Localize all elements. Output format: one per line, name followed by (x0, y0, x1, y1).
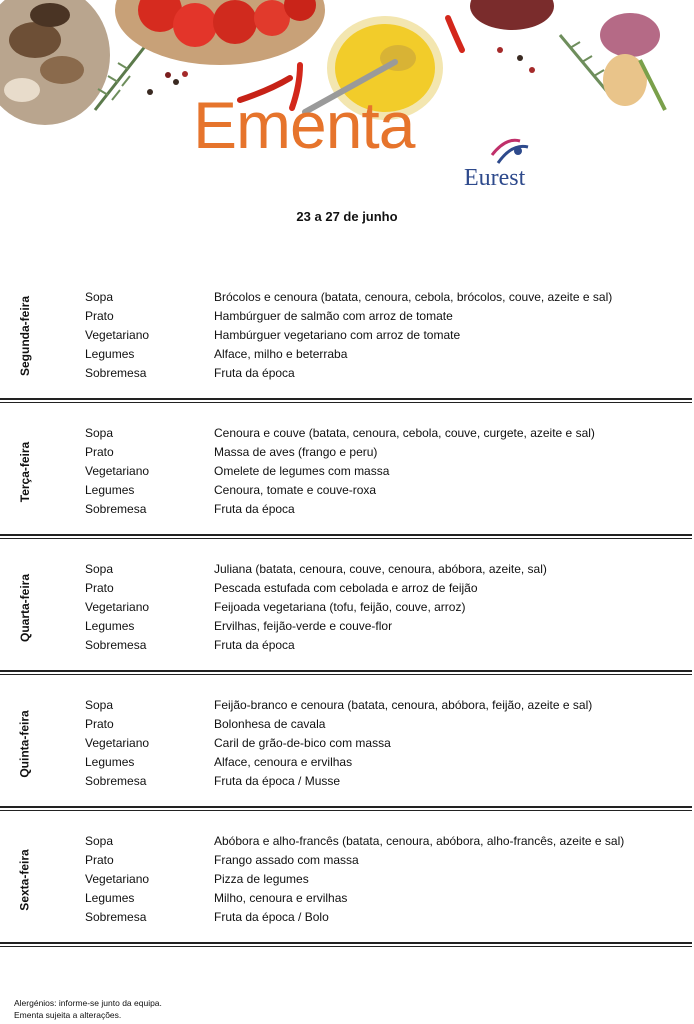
menu-dish: Feijoada vegetariana (tofu, feijão, couve, arroz) (214, 600, 466, 614)
menu-dish: Fruta da época (214, 502, 295, 516)
menu-row (0, 462, 694, 481)
menu-dish: Abóbora e alho-francês (batata, cenoura, abóbora, alho-francês, azeite e sal) (214, 834, 625, 848)
menu-row (0, 908, 694, 927)
menu-dish: Fruta da época / Bolo (214, 910, 329, 924)
menu-dish: Massa de aves (frango e peru) (214, 445, 378, 459)
menu-row (0, 734, 694, 753)
menu-row (0, 345, 694, 364)
menu-dish: Alface, cenoura e ervilhas (214, 755, 353, 769)
menu-category: Legumes (85, 347, 135, 361)
menu-period: 23 a 27 de junho (296, 209, 398, 224)
menu-dish: Cenoura, tomate e couve-roxa (214, 483, 377, 497)
menu-category: Prato (85, 445, 114, 459)
menu-category: Vegetariano (85, 600, 150, 614)
menu-row (0, 696, 694, 715)
brand-name: Eurest (464, 165, 526, 191)
day-name: Sexta-feira (18, 848, 32, 911)
menu-row (0, 424, 694, 443)
menu-category: Legumes (85, 619, 135, 633)
menu-row (0, 326, 694, 345)
menu-category: Prato (85, 853, 114, 867)
menu-dish: Milho, cenoura e ervilhas (214, 891, 348, 905)
menu-row (0, 579, 694, 598)
menu-category: Sopa (85, 290, 114, 304)
section-divider (0, 806, 692, 811)
menu-dish: Fruta da época / Musse (214, 774, 341, 788)
section-divider (0, 398, 692, 403)
menu-category: Vegetariano (85, 464, 150, 478)
menu-dish: Ervilhas, feijão-verde e couve-flor (214, 619, 393, 633)
section-divider (0, 670, 692, 675)
page-title: Ementa (193, 88, 415, 162)
day-name: Terça-feira (18, 441, 33, 502)
day-name: Quinta-feira (18, 709, 32, 778)
menu-dish: Juliana (batata, cenoura, couve, cenoura, abóbora, azeite, sal) (214, 562, 547, 576)
menu-category: Prato (85, 717, 114, 731)
menu-row (0, 481, 694, 500)
menu-dish: Omelete de legumes com massa (214, 464, 390, 478)
menu-row (0, 715, 694, 734)
menu-dish: Feijão-branco e cenoura (batata, cenoura, abóbora, feijão, azeite e sal) (214, 698, 593, 712)
menu-row (0, 364, 694, 383)
menu-dish: Hambúrguer de salmão com arroz de tomate (214, 309, 453, 323)
menu-row (0, 636, 694, 655)
menu-dish: Fruta da época (214, 638, 295, 652)
menu-category: Prato (85, 581, 114, 595)
menu-category: Sopa (85, 698, 114, 712)
menu-row (0, 560, 694, 579)
menu-row (0, 598, 694, 617)
section-divider (0, 534, 692, 539)
menu-category: Sopa (85, 834, 114, 848)
menu-category: Sobremesa (85, 774, 147, 788)
menu-row (0, 307, 694, 326)
eurest-logo (462, 133, 562, 193)
menu-category: Sobremesa (85, 638, 147, 652)
menu-category: Sobremesa (85, 366, 147, 380)
menu-row (0, 443, 694, 462)
menu-category: Sobremesa (85, 910, 147, 924)
menu-category: Legumes (85, 483, 135, 497)
menu-dish: Bolonhesa de cavala (214, 717, 326, 731)
allergens-note: Alergénios: informe-se junto da equipa. (14, 998, 162, 1008)
menu-dish: Pizza de legumes (214, 872, 309, 886)
menu-category: Vegetariano (85, 736, 150, 750)
menu-dish: Frango assado com massa (214, 853, 359, 867)
menu-row (0, 889, 694, 908)
menu-dish: Hambúrguer vegetariano com arroz de tomate (214, 328, 461, 342)
menu-dish: Caril de grão-de-bico com massa (214, 736, 391, 750)
menu-row (0, 772, 694, 791)
menu-row (0, 500, 694, 519)
menu-row (0, 753, 694, 772)
menu-row (0, 288, 694, 307)
menu-category: Legumes (85, 755, 135, 769)
section-divider (0, 942, 692, 947)
menu-row (0, 832, 694, 851)
menu-category: Sopa (85, 562, 114, 576)
menu-dish: Alface, milho e beterraba (214, 347, 348, 361)
menu-row (0, 870, 694, 889)
footer-notes (14, 997, 162, 1021)
menu-dish: Brócolos e cenoura (batata, cenoura, cebola, brócolos, couve, azeite e sal) (214, 290, 613, 304)
menu-category: Prato (85, 309, 114, 323)
menu-dish: Cenoura e couve (batata, cenoura, cebola, couve, curgete, azeite e sal) (214, 426, 595, 440)
day-name: Segunda-feira (18, 295, 33, 376)
menu-dish: Fruta da época (214, 366, 295, 380)
menu-category: Vegetariano (85, 872, 150, 886)
changes-note: Ementa sujeita a alterações. (14, 1010, 122, 1020)
menu-category: Legumes (85, 891, 135, 905)
menu-category: Sopa (85, 426, 114, 440)
day-name: Quarta-feira (18, 573, 32, 642)
menu-row (0, 851, 694, 870)
menu-category: Vegetariano (85, 328, 150, 342)
menu-dish: Pescada estufada com cebolada e arroz de feijão (214, 581, 478, 595)
menu-category: Sobremesa (85, 502, 147, 516)
menu-row (0, 617, 694, 636)
